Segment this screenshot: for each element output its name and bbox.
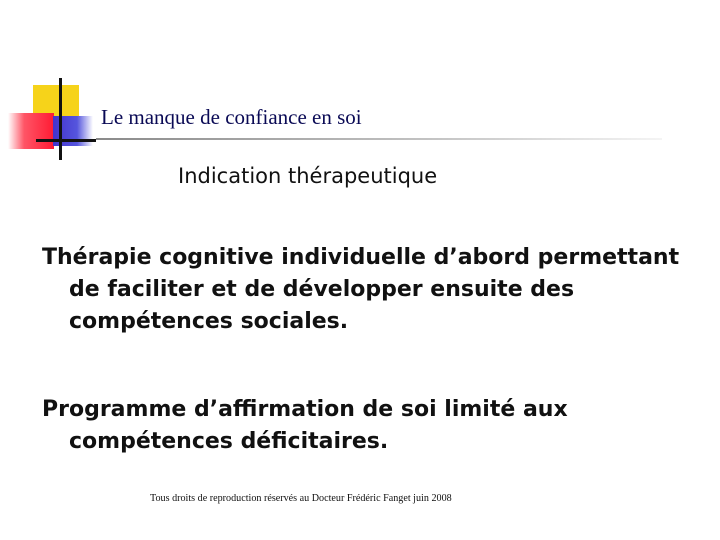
ornament-horizontal-line <box>36 139 96 142</box>
copyright-footer: Tous droits de reproduction réservés au Docteur Frédéric Fanget juin 2008 <box>150 492 452 504</box>
ornament-red-bar <box>8 113 54 149</box>
title-underline <box>96 138 662 140</box>
slide-title: Le manque de confiance en soi <box>101 105 362 129</box>
slide-subtitle: Indication thérapeutique <box>178 164 438 188</box>
ornament-vertical-line <box>59 78 62 160</box>
bullet-item: Thérapie cognitive individuelle d’abord permettant de faciliter et de développer ensuite des compétences sociales. <box>42 245 680 334</box>
bullet-item: Programme d’affirmation de soi limité aux compétences déficitaires. <box>42 397 568 454</box>
